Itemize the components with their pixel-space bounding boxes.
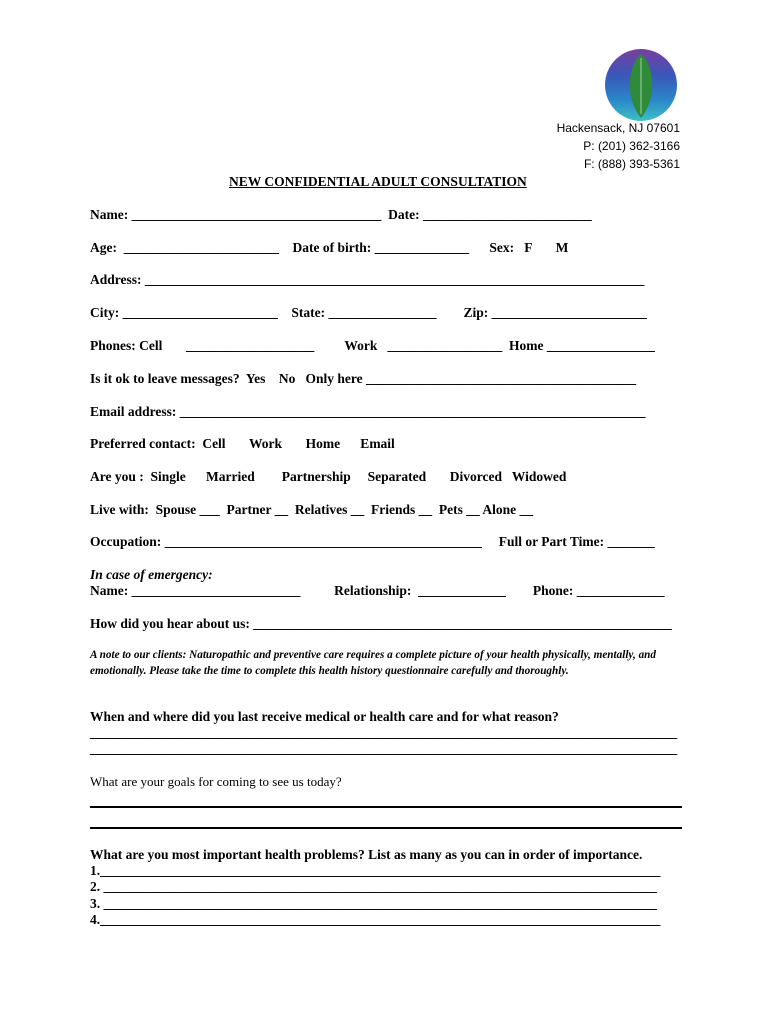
goals-answer-rule-1[interactable] — [90, 806, 682, 808]
emergency-contact-line[interactable]: Name: _________________________ Relationship: _____________ Phone: _____________ — [90, 583, 665, 598]
goals-question: What are your goals for coming to see us today? — [90, 774, 342, 789]
preferred-contact-line[interactable]: Preferred contact: Cell Work Home Email — [90, 436, 395, 451]
clinic-city: Hackensack, NJ 07601 — [556, 121, 680, 135]
health-problem-4[interactable]: 4.___________________________________________________________________________________ — [90, 912, 661, 927]
health-problem-3[interactable]: 3. __________________________________________________________________________________ — [90, 896, 657, 911]
live-with-line[interactable]: Live with: Spouse ___ Partner __ Relatives __ Friends __ Pets __ Alone __ — [90, 502, 533, 517]
marital-status-line[interactable]: Are you : Single Married Partnership Separated Divorced Widowed — [90, 469, 567, 484]
last-care-question: When and where did you last receive medical or health care and for what reason? — [90, 709, 559, 724]
leave-messages-line[interactable]: Is it ok to leave messages? Yes No Only here ________________________________________ — [90, 371, 636, 386]
health-problem-1[interactable]: 1.___________________________________________________________________________________ — [90, 863, 661, 878]
last-care-answer-line-1[interactable]: _______________________________________________________________________________________ — [90, 725, 678, 740]
name-date-line[interactable]: Name: _____________________________________ Date: _________________________ — [90, 207, 592, 222]
occupation-line[interactable]: Occupation: _______________________________________________ Full or Part Time: _______ — [90, 534, 655, 549]
client-note: A note to our clients: Naturopathic and preventive care requires a complete picture of your health physically, mentally, and emotionally. Please take the time to complete this health history questionnaire carefully and thoroughly. — [90, 649, 656, 677]
email-line[interactable]: Email address: _____________________________________________________________________ — [90, 404, 646, 419]
hear-about-line[interactable]: How did you hear about us: ______________________________________________________________ — [90, 616, 672, 631]
clinic-fax: F: (888) 393-5361 — [583, 157, 680, 171]
form-title: NEW CONFIDENTIAL ADULT CONSULTATION — [229, 174, 527, 189]
last-care-answer-line-2[interactable]: _______________________________________________________________________________________ — [90, 741, 678, 756]
goals-answer-rule-2[interactable] — [90, 827, 682, 829]
phones-line[interactable]: Phones: Cell ___________________ Work _________________ Home ________________ — [90, 338, 655, 353]
health-problem-2[interactable]: 2. __________________________________________________________________________________ — [90, 879, 657, 894]
city-state-zip-line[interactable]: City: _______________________ State: ________________ Zip: _______________________ — [90, 305, 647, 320]
age-dob-sex-line[interactable]: Age: _______________________ Date of birth: ______________ Sex: F M — [90, 240, 569, 255]
emergency-heading: In case of emergency: — [90, 567, 213, 582]
clinic-phone: P: (201) 362-3166 — [583, 139, 680, 153]
revitalize-logo — [604, 48, 678, 122]
health-problems-question: What are you most important health problems? List as many as you can in order of importance. — [90, 847, 643, 862]
address-line[interactable]: Address: __________________________________________________________________________ — [90, 272, 645, 287]
